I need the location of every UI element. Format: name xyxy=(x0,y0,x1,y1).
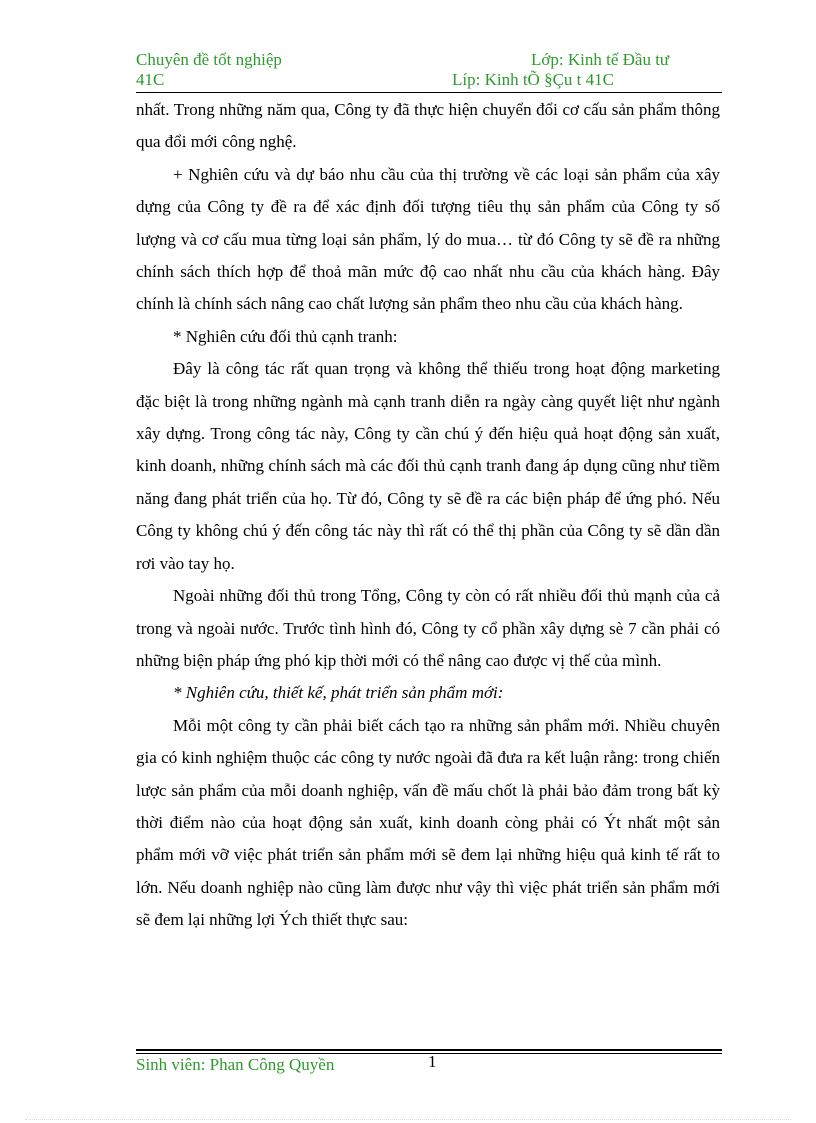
footer-student-name: Sinh viên: Phan Công Quyền xyxy=(136,1055,335,1074)
paragraph-other-competitors: Ngoài những đối thủ trong Tổng, Công ty còn có rất nhiều đối thủ mạnh của cả trong và ngoài nước. Trước tình hình đó, Công ty cổ phần xây dựng sè 7 cần phải có những biện pháp ứng phó kịp thời mới có thể nâng cao được vị thế của mình. xyxy=(136,586,720,670)
header-thesis-title: Chuyên đề tốt nghiệp xyxy=(136,50,282,69)
section-heading-new-products: * Nghiên cứu, thiết kế, phát triển sản phẩm mới: xyxy=(173,683,504,703)
paragraph-continuation: nhất. Trong những năm qua, Công ty đã thực hiện chuyển đổi cơ cấu sản phẩm thông qua đổi mới công nghệ. xyxy=(136,100,720,152)
paragraph-market-research: + Nghiên cứu và dự báo nhu cầu của thị trường về các loại sản phẩm của xây dựng của Công ty đề ra để xác định đối tượng tiêu thụ sản phẩm của Công ty số lượng và cơ cấu mua từng loại sản phẩm, lý do mua… từ đó Công ty sẽ đề ra những chính sách thích hợp để thoả mãn mức độ cao nhất nhu cầu của khách hàng. Đây chính là chính sách nâng cao chất lượng sản phẩm theo nhu cầu của khách hàng. xyxy=(136,164,720,314)
page-number: 1 xyxy=(428,1052,437,1071)
header-divider xyxy=(136,92,722,93)
footer-divider-thick xyxy=(136,1049,722,1051)
document-body xyxy=(136,94,720,937)
section-heading-competitors: * Nghiên cứu đối thủ cạnh tranh: xyxy=(173,326,398,346)
page-bottom-dotted-border xyxy=(25,1119,791,1120)
header-class-code: 41C xyxy=(136,70,165,89)
page-header xyxy=(136,50,726,96)
header-class-label: Lớp: Kinh tế Đầu tư xyxy=(531,50,670,69)
paragraph-competitor-analysis: Đây là công tác rất quan trọng và không thể thiếu trong hoạt động marketing đặc biệt là trong những ngành mà cạnh tranh diễn ra ngày càng quyết liệt như ngành xây dựng. Trong công tác này, Công ty cần chú ý đến hiệu quả hoạt động sản xuất, kinh doanh, những chính sách mà các đối thủ cạnh tranh đang áp dụng cũng như tiềm năng đang phát triển của họ. Từ đó, Công ty sẽ đề ra các biện pháp để ứng phó. Nếu Công ty không chú ý đến công tác này thì rất có thể thị phần của Công ty sẽ dần dần rơi vào tay họ. xyxy=(136,359,720,573)
header-class-label-garbled: Líp: Kinh tÕ §Çu t 41C xyxy=(452,70,614,89)
paragraph-new-products: Mỗi một công ty cần phải biết cách tạo ra những sản phẩm mới. Nhiều chuyên gia có kinh nghiệm thuộc các công ty nước ngoài đã đưa ra kết luận rằng: trong chiến lược sản phẩm của mỗi doanh nghiệp, vấn đề mấu chốt là phải bảo đảm trong bất kỳ thời điểm nào của hoạt động sản xuất, kinh doanh còng phải có Ýt nhất một sản phẩm mới vỡ việc phát triển sản phẩm mới sẽ đem lại những hiệu quả kinh tế rất to lớn. Nếu doanh nghiệp nào cũng làm được như vậy thì việc phát triển sản phẩm mới sẽ đem lại những lợi Ých thiết thực sau: xyxy=(136,715,720,930)
